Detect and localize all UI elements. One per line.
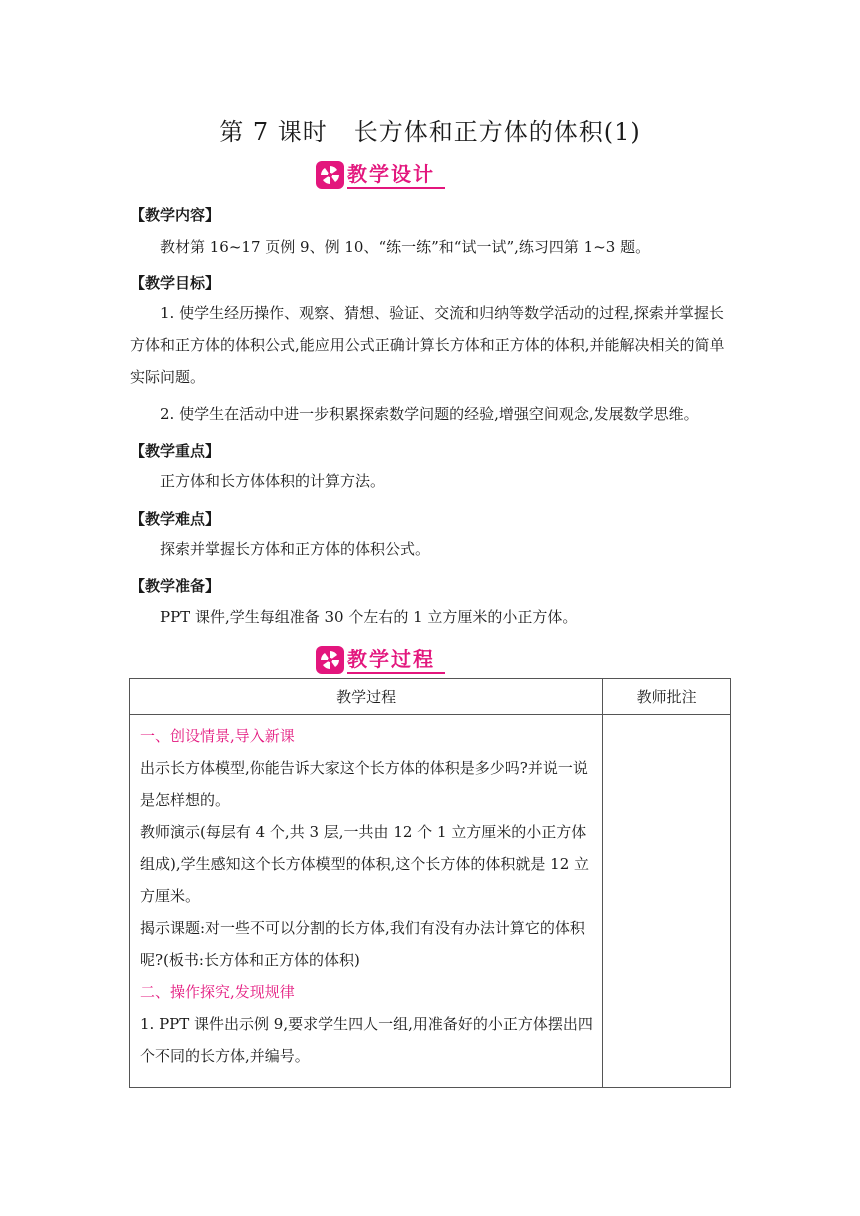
content-heading: 【教学内容】	[130, 206, 221, 224]
step-heading-1: 一、创设情景,导入新课	[140, 727, 295, 745]
process-paragraph: 教师演示(每层有 4 个,共 3 层,一共由 12 个 1 立方厘米的小正方体组成),学生感知这个长方体模型的体积,这个长方体的体积就是 12 立方厘米。	[140, 823, 590, 905]
lesson-topic: 长方体和正方体的体积(1)	[353, 118, 641, 146]
teaching-design-badge	[316, 160, 445, 190]
process-cell	[130, 715, 603, 1088]
page-title	[0, 112, 860, 147]
prep-heading: 【教学准备】	[130, 577, 221, 595]
pinwheel-icon	[316, 161, 344, 189]
content-text: 教材第 16~17 页例 9、例 10、“练一练”和“试一试”,练习四第 1~3 题。	[160, 238, 651, 256]
step-heading-2: 二、操作探究,发现规律	[140, 983, 295, 1001]
prep-text: PPT 课件,学生每组准备 30 个左右的 1 立方厘米的小正方体。	[160, 608, 578, 626]
difficulty-text: 探索并掌握长方体和正方体的体积公式。	[160, 540, 431, 558]
goal-item-2: 2. 使学生在活动中进一步积累探索数学问题的经验,增强空间观念,发展数学思维。	[160, 405, 699, 423]
header-process: 教学过程	[130, 679, 603, 715]
teaching-process-label: 教学过程	[347, 646, 445, 674]
teaching-process-table	[129, 678, 731, 1088]
pinwheel-icon	[316, 646, 344, 674]
teaching-process-badge	[316, 645, 445, 675]
table-row	[130, 715, 731, 1088]
header-notes: 教师批注	[603, 679, 731, 715]
difficulty-heading: 【教学难点】	[130, 510, 221, 528]
goals-heading: 【教学目标】	[130, 274, 221, 292]
teacher-notes-cell[interactable]	[603, 715, 731, 1088]
table-header-row	[130, 679, 731, 715]
goal-item-1: 1. 使学生经历操作、观察、猜想、验证、交流和归纳等数学活动的过程,探索并掌握长方体和正方体的体积公式,能应用公式正确计算长方体和正方体的体积,并能解决相关的简单实际问题。	[130, 304, 725, 386]
process-paragraph: 揭示课题:对一些不可以分割的长方体,我们有没有办法计算它的体积呢?(板书:长方体和正方体的体积)	[140, 919, 585, 969]
key-text: 正方体和长方体体积的计算方法。	[160, 472, 386, 490]
teaching-design-label: 教学设计	[347, 161, 445, 189]
lesson-number: 第 7 课时	[219, 118, 328, 146]
process-paragraph: 1. PPT 课件出示例 9,要求学生四人一组,用准备好的小正方体摆出四个不同的长方体,并编号。	[140, 1015, 593, 1065]
key-heading: 【教学重点】	[130, 442, 221, 460]
process-paragraph: 出示长方体模型,你能告诉大家这个长方体的体积是多少吗?并说一说是怎样想的。	[140, 759, 588, 809]
